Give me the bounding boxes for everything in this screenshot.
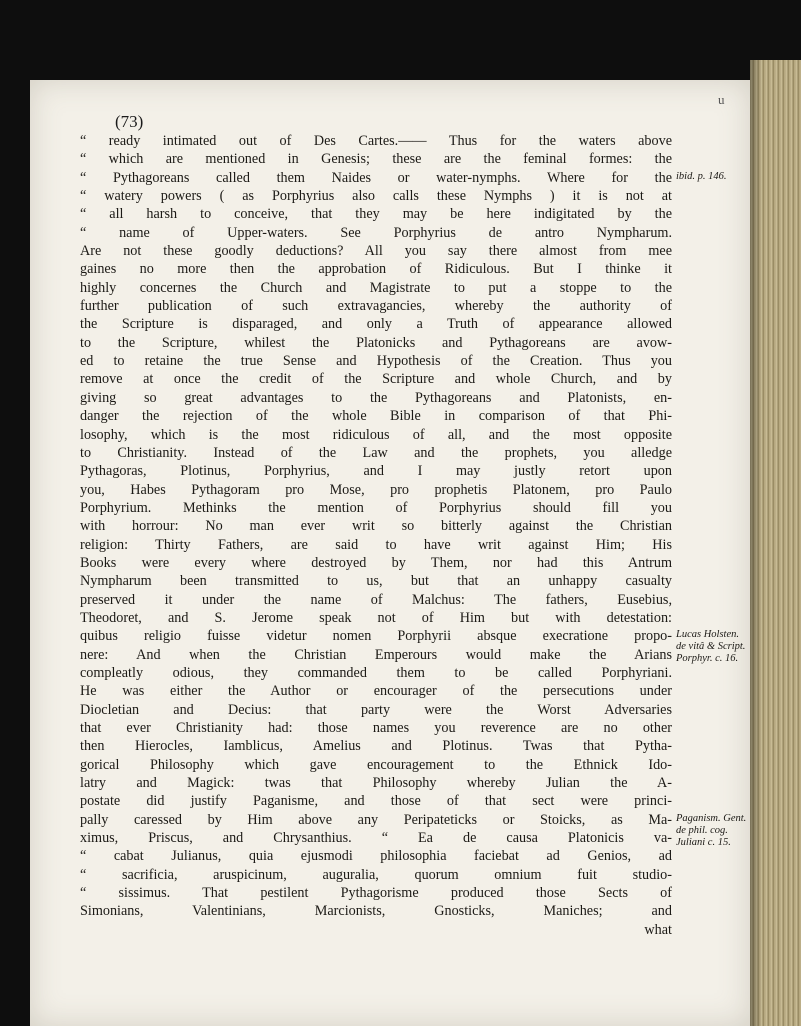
text-line: Books were every where destroyed by Them, nor had this Antrum [80, 554, 672, 571]
text-line: further publication of such extravagancies, whereby the authority of [80, 298, 672, 315]
text-line: that ever Christianity had: those names you reverence are no other [80, 720, 672, 736]
text-line: He was either the Author or encourager of the persecutions under [80, 683, 672, 700]
text-line: what [644, 921, 672, 938]
text-line: danger the rejection of the whole Bible in comparison of that Phi- [80, 408, 672, 425]
text-line: “ name of Upper-waters. See Porphyrius de antro Nympharum. [80, 224, 672, 241]
text-line: gorical Philosophy which gave encouragement to the Ethnick Ido- [80, 756, 672, 773]
corner-mark: u [718, 92, 725, 107]
text-line: nere: And when the Christian Emperours would make the Arians [80, 646, 672, 663]
text-line: losophy, which is the most ridiculous of all, and the most opposite [80, 426, 672, 443]
text-line: to Christianity. Instead of the Law and the prophets, you alledge [80, 444, 672, 461]
text-line: Are not these goodly deductions? All you say there almost from mee [80, 243, 672, 260]
text-line: compleatly odious, they commanded them to be called Porphyriani. [80, 664, 672, 681]
text-line: then Hierocles, Iamblicus, Amelius and Plotinus. Twas that Pytha- [80, 738, 672, 755]
text-line: giving so great advantages to the Pythagoreans and Platonists, en- [80, 389, 672, 406]
book-page-edges [750, 60, 801, 1026]
text-line: preserved it under the name of Malchus: The fathers, Eusebius, [80, 591, 672, 608]
page-number: (73) [115, 112, 144, 131]
margin-note: Lucas Holsten. de vitâ & Script. Porphyr. c. 16. [676, 629, 746, 665]
text-line: “ Pythagoreans called them Naides or water-nymphs. Where for the [80, 169, 672, 186]
text-line: Diocletian and Decius: that party were the Worst Adversaries [80, 701, 672, 718]
text-line: “ all harsh to conceive, that they may be here indigitated by the [80, 206, 672, 223]
text-line: “ sacrificia, aruspicinum, auguralia, quorum omnium fuit studio- [80, 866, 672, 883]
text-line: “ sissimus. That pestilent Pythagorisme produced those Sects of [80, 885, 672, 902]
text-line: “ cabat Julianus, quia ejusmodi philosophia faciebat ad Genios, ad [80, 848, 672, 865]
text-line: Pythagoras, Plotinus, Porphyrius, and I may justly retort upon [80, 463, 672, 480]
text-line: the Scripture is disparaged, and only a Truth of appearance allowed [80, 316, 672, 333]
text-line: religion: Thirty Fathers, are said to have writ against Him; His [80, 536, 672, 553]
margin-note: ibid. p. 146. [676, 170, 727, 182]
text-line: Simonians, Valentinians, Marcionists, Gnosticks, Maniches; and [80, 903, 672, 920]
text-line: ed to retaine the true Sense and Hypothesis of the Creation. Thus you [80, 353, 672, 370]
text-line: “ ready intimated out of Des Cartes.—— Thus for the waters above [80, 133, 672, 149]
text-line: highly concernes the Church and Magistrate to put a stoppe to the [80, 279, 672, 296]
text-line: gaines no more then the approbation of Ridiculous. But I thinke it [80, 261, 672, 278]
text-line: “ watery powers ( as Porphyrius also calls these Nymphs ) it is not at [80, 188, 672, 205]
text-line: “ which are mentioned in Genesis; these are the feminal formes: the [80, 151, 672, 168]
text-line: with horrour: No man ever writ so bitterly against the Christian [80, 518, 672, 535]
text-line: latry and Magick: twas that Philosophy whereby Julian the A- [80, 775, 672, 792]
text-line: remove at once the credit of the Scripture and whole Church, and by [80, 371, 672, 388]
text-line: quibus religio fuisse videtur nomen Porphyrii absque execratione propo- [80, 628, 672, 645]
text-line: pally caressed by Him above any Peripateticks or Stoicks, as Ma- [80, 811, 672, 828]
text-line: Nympharum been transmitted to us, but that an unhappy casualty [80, 573, 672, 590]
text-line: ximus, Priscus, and Chrysanthius. “ Ea de causa Platonicis va- [80, 830, 672, 847]
body-text [80, 132, 672, 939]
text-line: postate did justify Paganisme, and those of that sect were princi- [80, 793, 672, 810]
text-line: to the Scripture, whilest the Platonicks and Pythagoreans are avow- [80, 334, 672, 351]
text-line: you, Habes Pythagoram pro Mose, pro prophetis Platonem, pro Paulo [80, 481, 672, 498]
text-line: Theodoret, and S. Jerome speak not of Him but with detestation: [80, 609, 672, 626]
margin-note: Paganism. Gent. de phil. cog. Juliani c. 15. [676, 812, 747, 848]
text-line: Porphyrium. Methinks the mention of Porphyrius should fill you [80, 499, 672, 516]
